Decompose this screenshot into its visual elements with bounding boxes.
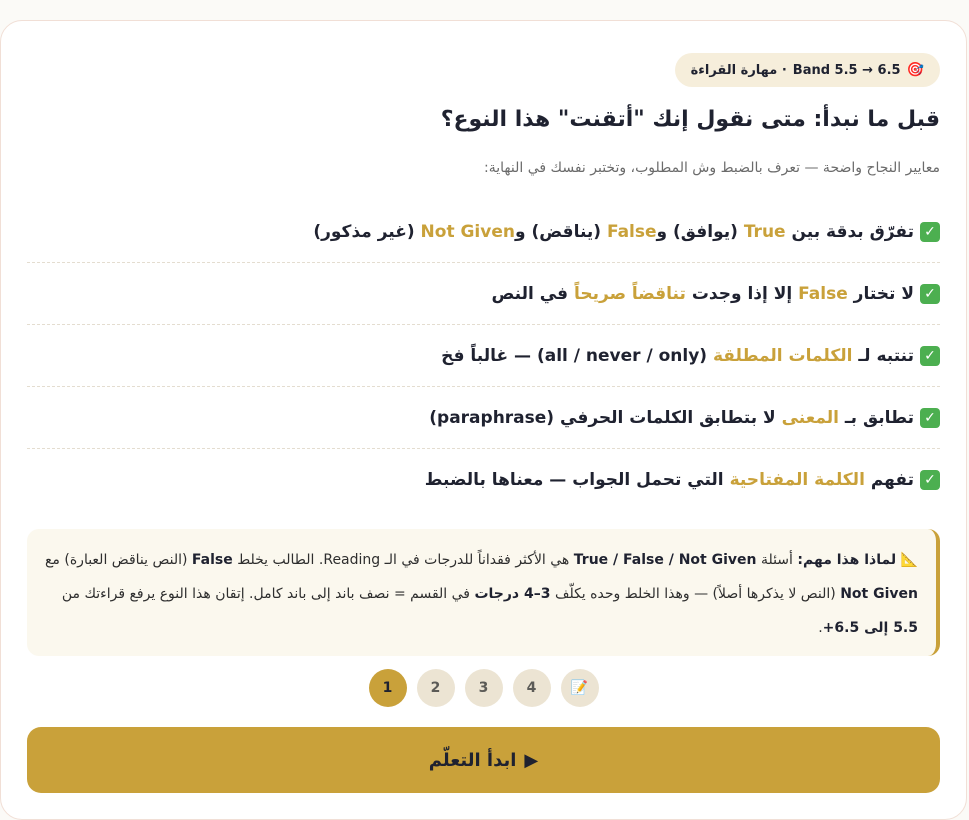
note-bold: True / False / Not Given xyxy=(573,552,757,568)
criterion-text: لا تختار xyxy=(853,283,914,304)
keyword-false: False xyxy=(606,221,657,242)
keyword-not-given: Not Given xyxy=(420,221,515,242)
band-badge xyxy=(675,53,940,87)
note-text: (النص لا يذكرها أصلاً) — وهذا الخلط وحده يكلّف xyxy=(554,586,836,602)
memo-icon: 📝 xyxy=(570,680,589,696)
note-bold: Not Given xyxy=(840,586,918,602)
criterion-item xyxy=(27,263,940,325)
paraphrase-term: (paraphrase) xyxy=(429,407,555,428)
check-icon: ✓ xyxy=(920,222,940,242)
criterion-text: لا بتطابق الكلمات الحرفي xyxy=(560,407,776,428)
band-range: Band 5.5 → 6.5 xyxy=(792,62,901,78)
absolute-words: (all / never / only) xyxy=(536,345,708,366)
play-icon: ▶ xyxy=(524,749,539,771)
target-icon: 🎯 xyxy=(906,62,924,78)
check-icon: ✓ xyxy=(920,470,940,490)
criterion-text: تنتبه لـ xyxy=(858,345,914,366)
criterion-text: تطابق بـ xyxy=(844,407,914,428)
step-3-button[interactable]: 3 xyxy=(465,669,503,707)
quiz-step-button[interactable] xyxy=(561,669,599,707)
note-bold: 5.5 إلى 6.5+ xyxy=(822,620,918,636)
criterion-item xyxy=(27,387,940,449)
note-bold: False xyxy=(191,552,233,568)
start-learning-button[interactable] xyxy=(27,727,940,793)
check-icon: ✓ xyxy=(920,346,940,366)
criterion-item xyxy=(27,449,940,510)
note-bold: 3–4 درجات xyxy=(474,586,551,602)
keyword-true: True xyxy=(743,221,786,242)
step-pager xyxy=(1,669,966,707)
page-title: قبل ما نبدأ: متى نقول إنك "أتقنت" هذا النوع؟ xyxy=(440,107,940,132)
check-icon: ✓ xyxy=(920,284,940,304)
note-label: لماذا هذا مهم: xyxy=(797,552,897,568)
criterion-text: (يوافق) و xyxy=(656,221,738,242)
criterion-text: (غير مذكور) xyxy=(313,221,415,242)
note-text: . xyxy=(818,620,823,636)
ruler-icon: 📐 xyxy=(900,552,918,568)
criterion-text: في النص xyxy=(491,283,569,304)
skill-label: · مهارة القراءة xyxy=(690,62,787,78)
success-criteria-list xyxy=(27,201,940,510)
highlight-text: المعنى xyxy=(781,407,839,428)
page-subtitle: معايير النجاح واضحة — تعرف بالضبط وش المطلوب، وتختبر نفسك في النهاية: xyxy=(484,160,940,176)
criterion-item xyxy=(27,201,940,263)
importance-note xyxy=(27,529,940,656)
criterion-text: إلا إذا وجدت xyxy=(691,283,793,304)
note-text: في القسم = نصف باند إلى باند كامل. إتقان هذا النوع يرفع قراءتك من xyxy=(61,586,470,602)
criterion-item xyxy=(27,325,940,387)
highlight-text: الكلمة المفتاحية xyxy=(729,469,865,490)
criterion-text: تفهم xyxy=(870,469,914,490)
step-1-button[interactable]: 1 xyxy=(369,669,407,707)
start-learning-label: ابدأ التعلّم xyxy=(428,749,517,771)
step-4-button[interactable]: 4 xyxy=(513,669,551,707)
criterion-text: — غالباً فخ xyxy=(441,345,532,366)
criterion-text: (يناقض) و xyxy=(514,221,602,242)
criterion-text: التي تحمل الجواب — معناها بالضبط xyxy=(424,469,724,490)
lesson-intro-card xyxy=(0,20,967,820)
note-text: هي الأكثر فقداناً للدرجات في الـ Reading. الطالب يخلط xyxy=(237,552,570,568)
note-text: أسئلة xyxy=(760,552,793,568)
criterion-text: تفرّق بدقة بين xyxy=(791,221,914,242)
keyword-false: False xyxy=(798,283,848,304)
note-text: (النص يناقض العبارة) مع xyxy=(44,552,188,568)
check-icon: ✓ xyxy=(920,408,940,428)
highlight-text: تناقضاً صريحاً xyxy=(573,283,686,304)
step-2-button[interactable]: 2 xyxy=(417,669,455,707)
highlight-text: الكلمات المطلقة xyxy=(712,345,853,366)
